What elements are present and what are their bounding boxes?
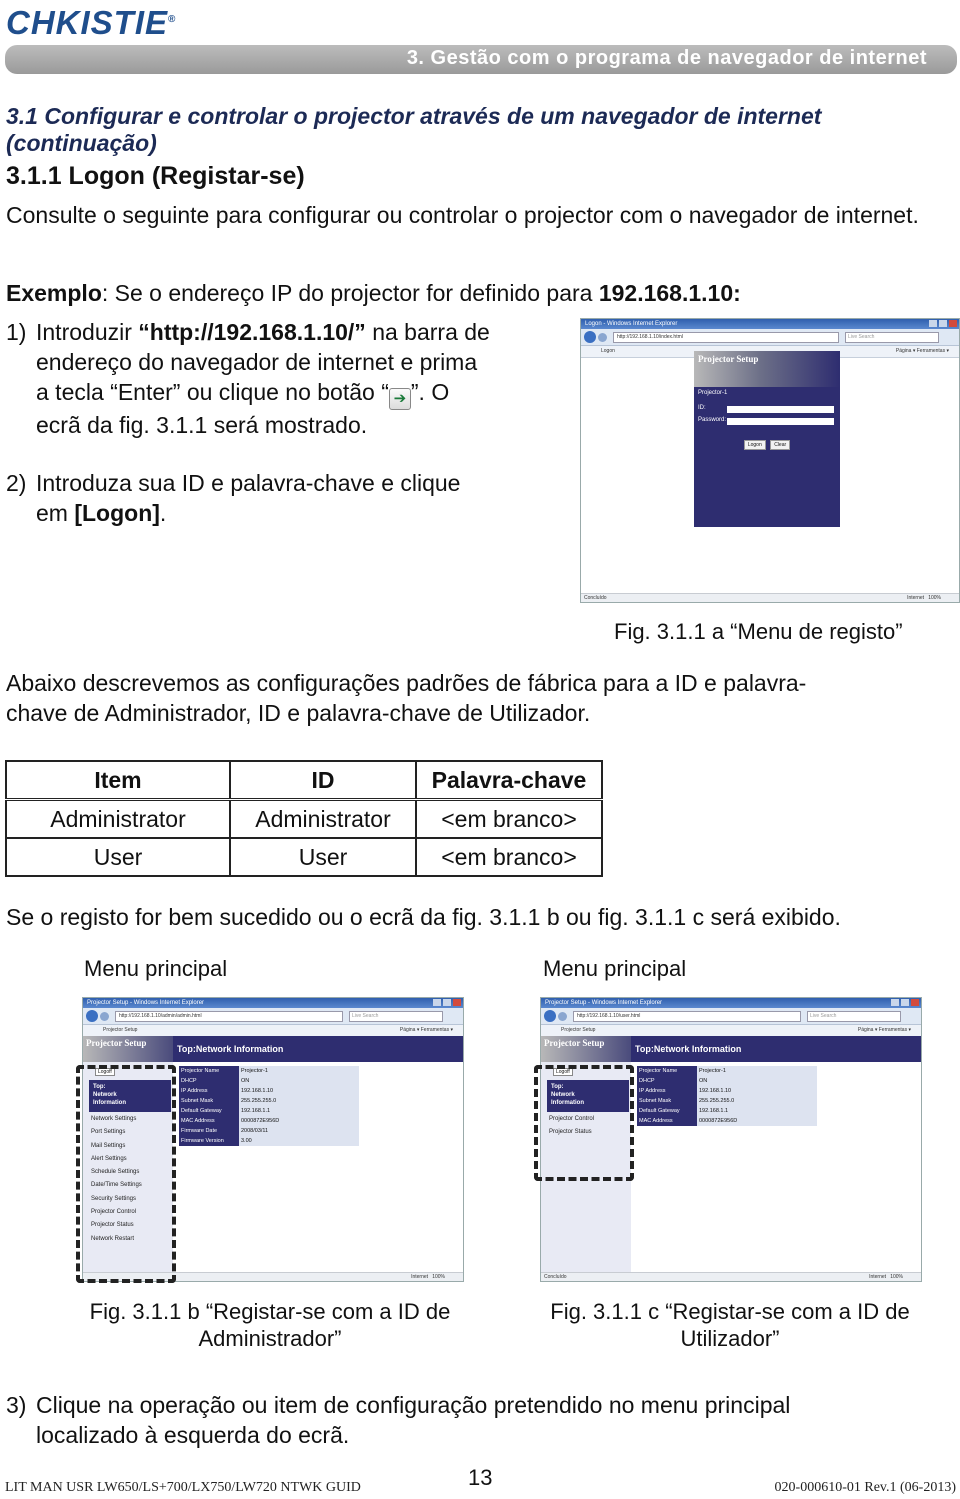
fig-b-caption: Fig. 3.1.1 b “Registar-se com a ID de Administrador” [89, 1299, 451, 1351]
menu-highlight-dashed [76, 1065, 176, 1283]
forward-icon[interactable] [558, 1012, 567, 1021]
menu-item[interactable]: Schedule Settings [91, 1169, 140, 1176]
chapter-title: 3. Gestão com o programa de navegador de internet [406, 47, 927, 69]
url-field[interactable]: http://192.168.1.10/admin/admin.html [115, 1011, 343, 1022]
intro-text: Consulte o seguinte para configurar ou controlar o projector com o navegador de internet. [6, 202, 919, 228]
step2-text: Introduza sua ID e palavra-chave e clique em [Logon]. [36, 470, 461, 526]
forward-icon[interactable] [100, 1012, 109, 1021]
login-panel: Projector Setup Projector-1 ID: Password: Logon Clear [694, 351, 840, 527]
user-screenshot: Projector Setup - Windows Internet Explorer http://192.168.1.10/user.html Live Search Projector Setup Página ▾ Ferramentas ▾ Projector Setup Top:Network Information Logoff Top: Network Information Projector Control Projector Status Projector Name Projector-1 DHCP ON IP Address 192.168.1.10 Subnet Mask 255.255.255.0 Default Gateway 192.168.1.1 MAC Address 0000872E956D Concluído Internet 100% [540, 997, 922, 1282]
admin-screenshot: Projector Setup - Windows Internet Explorer http://192.168.1.10/admin/admin.html Live Search Projector Setup Página ▾ Ferramentas ▾ Projector Setup Top:Network Information Logoff Top: Network Information Network Settings Port Settings Mail Settings Alert Settings Schedule Settings Date/Time Settings Security Settings Projector Control Projector Status Network Restart Projector Name Projector-1 DHCP ON IP Address 192.168.1.10 Subnet Mask 255.255.255.0 Default Gateway 192.168.1.1 MAC Address 0000872E956D Firmware Date 2008/03/11 Firmware Version 3.00 Internet 100% [82, 997, 464, 1282]
forward-icon[interactable] [598, 333, 607, 342]
menu-item[interactable]: Network Restart [91, 1235, 135, 1242]
step2-number: 2) [6, 470, 27, 496]
minimize-icon[interactable] [929, 320, 937, 327]
search-field[interactable]: Live Search [349, 1011, 443, 1022]
go-arrow-icon: ➔ [389, 388, 411, 410]
id-input[interactable] [727, 406, 834, 413]
browser-statusbar: Concluído Internet 100% [581, 593, 959, 602]
back-icon[interactable] [86, 1010, 98, 1022]
minimize-icon[interactable] [891, 999, 899, 1006]
nav-top-network-info[interactable]: Top: Network Information [89, 1080, 171, 1112]
table-row: User User <em branco> [6, 838, 602, 876]
col-header-password: Palavra-chave [416, 761, 602, 800]
page-title: Top:Network Information [631, 1036, 921, 1062]
projector-name: Projector-1 [698, 390, 728, 396]
maximize-icon[interactable] [901, 999, 909, 1006]
credentials-table [5, 760, 603, 877]
logon-ref: [Logon] [74, 500, 160, 526]
search-field[interactable]: Live Search [845, 332, 939, 343]
search-field[interactable]: Live Search [807, 1011, 901, 1022]
menu-item[interactable]: Projector Status [91, 1222, 134, 1229]
login-screenshot [580, 318, 960, 603]
menu-item[interactable]: Port Settings [91, 1129, 126, 1136]
browser-titlebar: Logon - Windows Internet Explorer [581, 319, 959, 329]
minimize-icon[interactable] [433, 999, 441, 1006]
back-icon[interactable] [584, 331, 596, 343]
menu-item[interactable]: Projector Control [91, 1209, 137, 1216]
example-ip: 192.168.1.10: [598, 280, 741, 306]
footer-doc-id: LIT MAN USR LW650/LS+700/LX750/LW720 NTWK GUID [5, 1480, 361, 1495]
defaults-text: Abaixo descrevemos as configurações padrões de fábrica para a ID e palavra- chave de Administrador, ID e palavra-chave de Utilizador. [6, 670, 807, 726]
menu-label-right: Menu principal [543, 956, 687, 981]
step3-text: Clique na operação ou item de configuração pretendido no menu principal localizado à esquerda do ecrã. [36, 1392, 791, 1448]
menu-item[interactable]: Date/Time Settings [91, 1182, 142, 1189]
close-icon[interactable] [949, 320, 957, 327]
close-icon[interactable] [911, 999, 919, 1006]
browser-address-bar [581, 329, 959, 346]
page-title: Top:Network Information [173, 1036, 463, 1062]
menu-item[interactable]: Network Settings [91, 1116, 137, 1122]
example-label: Exemplo [6, 280, 102, 306]
tab-logon[interactable]: Logon [601, 348, 615, 354]
url-field[interactable]: http://192.168.1.10/index.html [613, 332, 839, 343]
clear-button[interactable]: Clear [770, 440, 790, 450]
menu-highlight-dashed [534, 1065, 634, 1181]
network-info-table: Projector Name Projector-1 DHCP ON IP Address 192.168.1.10 Subnet Mask 255.255.255.0 Default Gateway 192.168.1.1 MAC Address 0000872E956D Firmware Date 2008/03/11 Firmware Version 3.00 [179, 1066, 359, 1146]
nav-top-network-info[interactable]: Top: Network Information [547, 1080, 629, 1112]
table-row: Administrator Administrator <em branco> [6, 800, 602, 839]
page-number: 13 [468, 1465, 493, 1490]
url-field[interactable]: http://192.168.1.10/user.html [573, 1011, 801, 1022]
menu-item[interactable]: Projector Control [549, 1116, 595, 1122]
menu-label-left: Menu principal [84, 956, 228, 981]
fig-c-caption: Fig. 3.1.1 c “Registar-se com a ID de Utilizador” [550, 1299, 910, 1351]
network-info-table: Projector Name Projector-1 DHCP ON IP Address 192.168.1.10 Subnet Mask 255.255.255.0 Default Gateway 192.168.1.1 MAC Address 0000872E956D [637, 1066, 817, 1126]
menu-item[interactable]: Alert Settings [91, 1155, 127, 1162]
logoff-button[interactable]: Logoff [95, 1068, 115, 1076]
menu-item[interactable]: Mail Settings [91, 1142, 126, 1149]
success-text: Se o registo for bem sucedido ou o ecrã da fig. 3.1.1 b ou fig. 3.1.1 c será exibido. [6, 904, 841, 930]
logoff-button[interactable]: Logoff [553, 1068, 573, 1076]
col-header-item: Item [6, 761, 230, 800]
menu-item[interactable]: Projector Status [549, 1129, 592, 1136]
login-banner: Projector Setup [694, 351, 840, 387]
step1-url: “http://192.168.1.10/” [138, 319, 366, 345]
logon-button[interactable]: Logon [744, 440, 766, 450]
step1-text: Introduzir “http://192.168.1.10/” na barra de endereço do navegador de internet e prima a tecla “Enter” ou clique no botão “ ➔ ”. O ecrã da fig. 3.1.1 será mostrado. [36, 319, 490, 438]
col-header-id: ID [230, 761, 416, 800]
example-line: Exemplo: Se o endereço IP do projector for definido para 192.168.1.10: [6, 280, 741, 306]
chapter-header-bar [5, 45, 957, 74]
browser-tabbar: Logon Página ▾ Ferramentas ▾ [581, 346, 959, 358]
step1-number: 1) [6, 319, 27, 345]
maximize-icon[interactable] [443, 999, 451, 1006]
subsection-title: 3.1.1 Logon (Registar-se) [6, 162, 305, 190]
password-input[interactable] [727, 418, 834, 425]
fig-a-caption: Fig. 3.1.1 a “Menu de registo” [614, 619, 903, 644]
setup-banner: Projector Setup [83, 1036, 173, 1062]
setup-banner: Projector Setup [541, 1036, 631, 1062]
maximize-icon[interactable] [939, 320, 947, 327]
christie-logo: CHKISTIE® [6, 4, 177, 41]
step3-number: 3) [6, 1392, 27, 1418]
back-icon[interactable] [544, 1010, 556, 1022]
footer-revision: 020-000610-01 Rev.1 (06-2013) [774, 1480, 956, 1495]
close-icon[interactable] [453, 999, 461, 1006]
section-title: 3.1 Configurar e controlar o projector através de um navegador de internet (continuação) [6, 103, 822, 156]
menu-item[interactable]: Security Settings [91, 1195, 137, 1202]
